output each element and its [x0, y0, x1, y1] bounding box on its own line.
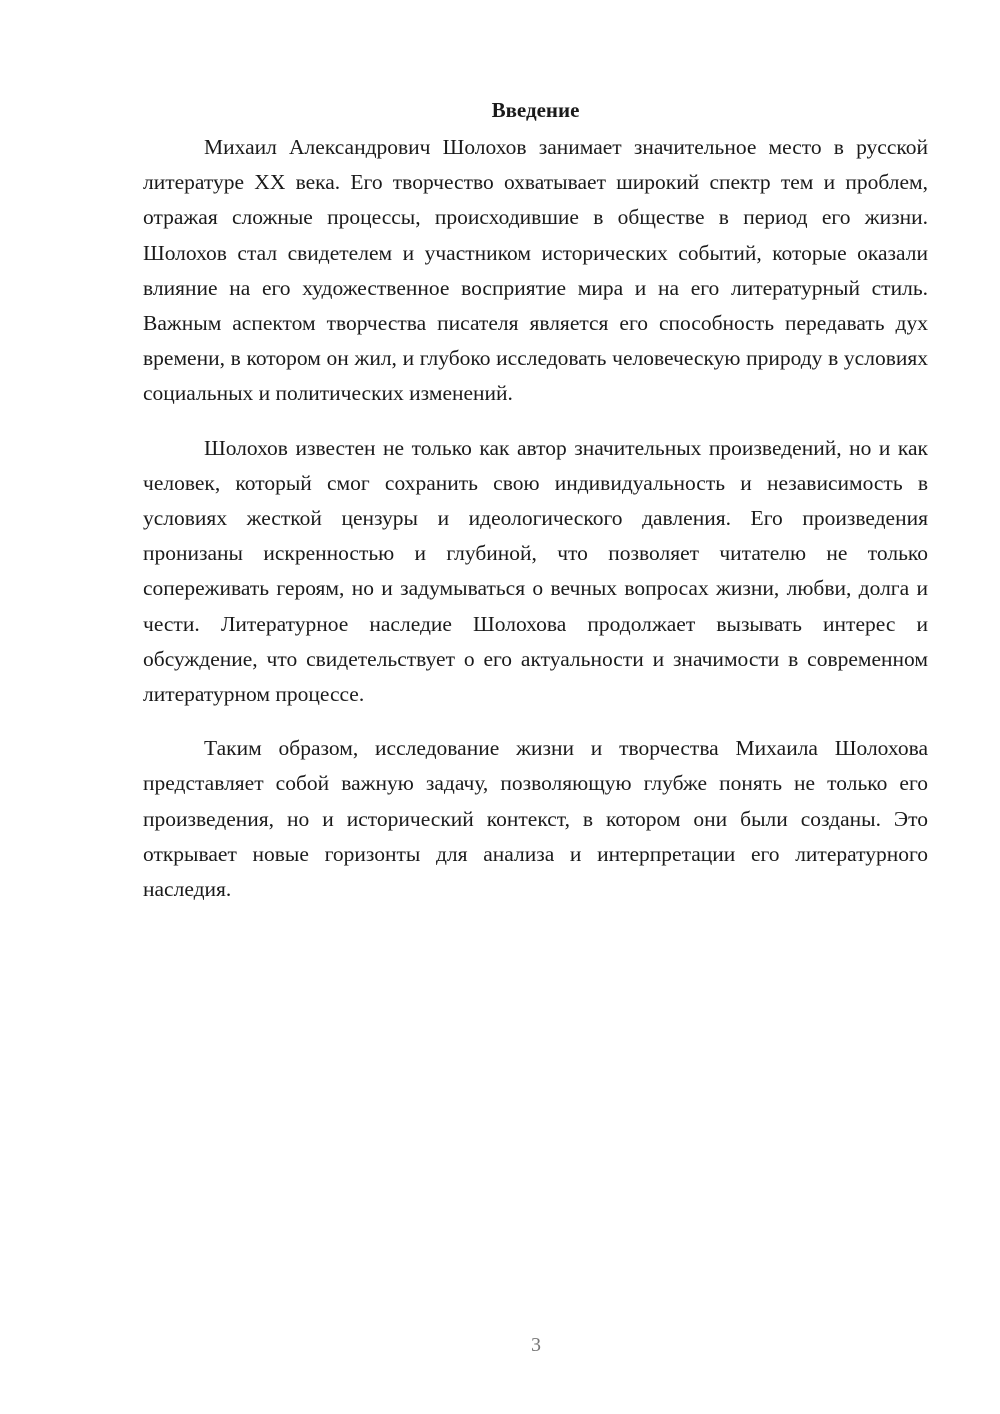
paragraph-2: Шолохов известен не только как автор значительных произведений, но и как человек, который смог сохранить свою индивидуальность и независимость в условиях жесткой цензуры и идеологического давления. Его произведения пронизаны искренностью и глубиной, что позволяет читателю не только сопереживать героям, но и задумываться о вечных вопросах жизни, любви, долга и чести. Литературное наследие Шолохова продолжает вызывать интерес и обсуждение, что свидетельствует о его актуальности и значимости в современном литературном процессе.: [143, 435, 928, 707]
paragraph-3: Таким образом, исследование жизни и творчества Михаила Шолохова представляет собой важную задачу, позволяющую глубже понять не только его произведения, но и исторический контекст, в котором они были созданы. Это открывает новые горизонты для анализа и интерпретации его литературного наследия.: [143, 736, 928, 902]
section-heading: Введение: [491, 98, 580, 122]
paragraph-1: Михаил Александрович Шолохов занимает значительное место в русской литературе XX века. Его творчество охватывает широкий спектр тем и проблем, отражая сложные процессы, происходившие в обществе в период его жизни. Шолохов стал свидетелем и участником исторических событий, которые оказали влияние на его художественное восприятие мира и на его литературный стиль. Важным аспектом творчества писателя является его способность передавать дух времени, в котором он жил, и глубоко исследовать человеческую природу в условиях социальных и политических изменений.: [143, 135, 928, 406]
page-number: 3: [531, 1334, 541, 1356]
page-content: [143, 92, 928, 926]
